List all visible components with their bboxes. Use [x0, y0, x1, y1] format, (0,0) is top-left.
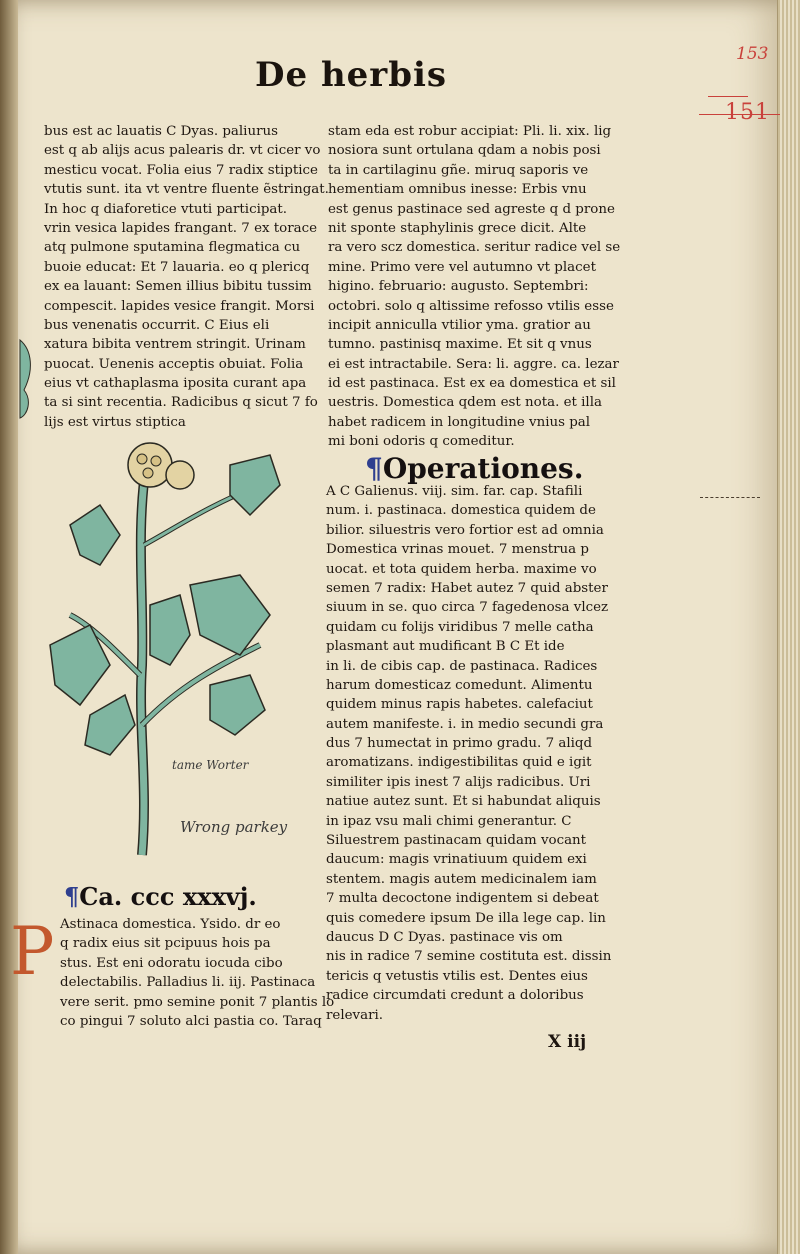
operationes-heading-text: Operationes. [382, 452, 584, 485]
text-line: octobri. solo q altissime refosso vtilis esse [328, 298, 614, 314]
text-line: q radix eius sit pcipuus hois pa [60, 936, 271, 952]
handwritten-annotation-2: Wrong parkey [180, 818, 288, 836]
text-line: vrin vesica lapides frangant. 7 ex torace [44, 220, 318, 236]
text-line: hementiam omnibus inesse: Erbis vnu [328, 182, 587, 198]
text-line: 7 multa decoctone indigentem si debeat [326, 891, 599, 907]
margin-leaf-illustration [18, 330, 40, 420]
text-line: mi boni odoris q comeditur. [328, 434, 515, 450]
text-line: ta si sint recentia. Radicibus q sicut 7 fo [44, 395, 318, 411]
text-line: relevari. [326, 1007, 384, 1023]
text-line: mine. Primo vere vel autumno vt placet [328, 259, 596, 275]
text-line: ta in cartilaginu gñe. miruq saporis ve [328, 162, 589, 178]
text-line: daucus D C Dyas. pastinace vis om [326, 929, 563, 945]
text-line: est q ab alijs acus palearis dr. vt cicer vo [44, 143, 321, 159]
binding-gutter [0, 0, 18, 1254]
text-line: stus. Est eni odoratu iocuda cibo [60, 955, 283, 971]
text-line: num. i. pastinaca. domestica quidem de [326, 503, 596, 519]
text-line: plasmant aut mudificant B C Et ide [326, 639, 565, 655]
text-line: quis comedere ipsum De illa lege cap. lin [326, 910, 606, 926]
left-column-top-text [44, 122, 329, 432]
right-column-top-text [328, 122, 628, 452]
text-line: buoie educat: Et 7 lauaria. eo q plericq [44, 259, 310, 275]
text-line: eius vt cathaplasma iposita curant apa [44, 376, 307, 392]
text-line: siuum in se. quo circa 7 fagedenosa vlcez [326, 600, 609, 616]
text-line: puocat. Uenenis acceptis obuiat. Folia [44, 356, 304, 372]
text-line: quidem minus rapis habetes. calefaciut [326, 697, 593, 713]
text-line: incipit anniculla vtilior yma. gratior au [328, 317, 591, 333]
text-line: compescit. lapides vesice frangit. Morsi [44, 298, 315, 314]
text-line: ei est intractabile. Sera: li. aggre. ca. lezar [328, 356, 619, 372]
text-line: dus 7 humectat in primo gradu. 7 aliqd [326, 736, 593, 752]
left-column-bottom-text [60, 915, 335, 1031]
text-line: Domestica vrinas mouet. 7 menstrua p [326, 542, 589, 558]
text-line: aromatizans. indigestibilitas quid e igit [326, 755, 592, 771]
text-line: nis in radice 7 semine costituta est. dissin [326, 949, 612, 965]
text-line: Astinaca domestica. Ysido. dr eo [60, 917, 281, 932]
rule-mark [708, 96, 748, 97]
text-line: autem manifeste. i. in medio secundi gra [326, 716, 604, 732]
text-line: stentem. magis autem medicinalem iam [326, 871, 597, 887]
text-line: bilior. siluestris vero fortior est ad omnia [326, 522, 604, 538]
text-line: nosiora sunt ortulana qdam a nobis posi [328, 143, 601, 159]
text-line: lijs est virtus stiptica [44, 414, 186, 430]
margin-dash-mark [700, 497, 760, 498]
text-line: harum domesticaz comedunt. Alimentu [326, 677, 593, 693]
running-header: De herbis [255, 55, 448, 95]
text-line: est genus pastinace sed agreste q d prone [328, 201, 615, 217]
operationes-heading [365, 452, 583, 485]
text-line: bus venenatis occurrit. C Eius eli [44, 317, 270, 333]
signature-mark: X iij [548, 1032, 587, 1052]
text-line: similiter ipis inest 7 alijs radicibus. Uri [326, 774, 591, 790]
text-line: Siluestrem pastinacam quidam vocant [326, 833, 587, 849]
page-number: 151 [725, 100, 770, 125]
right-column-operations-text [326, 482, 626, 1025]
text-line: higino. februario: augusto. Septembri: [328, 279, 589, 295]
text-line: radice circumdati credunt a doloribus [326, 988, 584, 1004]
text-line: tumno. pastinisq maxime. Et sit q vnus [328, 337, 592, 353]
text-line: atq pulmone sputamina flegmatica cu [44, 240, 301, 256]
paragraph-mark-icon: ¶ [64, 882, 80, 911]
chapter-heading-text: Ca. ccc xxxvj. [79, 882, 257, 911]
text-line: mesticu vocat. Folia eius 7 radix stiptice [44, 162, 318, 178]
text-line: delectabilis. Palladius li. iij. Pastinaca [60, 975, 316, 991]
plant-illustration [30, 425, 300, 875]
text-line: natiue autez sunt. Et si habundat aliquis [326, 794, 601, 810]
text-line: in ipaz vsu mali chimi generantur. C [326, 813, 572, 829]
text-line: A C Galienus. viij. sim. far. cap. Stafili [326, 484, 583, 499]
text-line: nit sponte staphylinis grece dicit. Alte [328, 220, 587, 236]
text-line: In hoc q diaforetice vtuti participat. [44, 201, 288, 217]
paragraph-mark-icon: ¶ [365, 452, 383, 485]
text-line: semen 7 radix: Habet autez 7 quid abster [326, 580, 608, 596]
text-line: vere serit. pmo semine ponit 7 plantis lo [60, 994, 335, 1010]
text-line: id est pastinaca. Est ex ea domestica et sil [328, 376, 616, 392]
text-line: ex ea lauant: Semen illius bibitu tussim [44, 279, 312, 295]
page-fore-edge [777, 0, 800, 1254]
text-line: co pingui 7 soluto alci pastia co. Taraq [60, 1013, 322, 1029]
chapter-heading [64, 882, 257, 911]
folio-number: 153 [736, 44, 769, 64]
handwritten-annotation-1: tame Worter [172, 758, 249, 772]
decorated-initial: P [10, 913, 55, 990]
text-line: daucum: magis vrinatiuum quidem exi [326, 852, 587, 868]
text-line: bus est ac lauatis C Dyas. paliurus [44, 124, 278, 139]
text-line: in li. de cibis cap. de pastinaca. Radices [326, 658, 598, 674]
text-line: quidam cu folijs viridibus 7 melle catha [326, 619, 594, 635]
text-line: vtutis sunt. ita vt ventre fluente ẽstringat. [44, 182, 329, 198]
text-line: tericis q vetustis vtilis est. Dentes eius [326, 968, 588, 984]
text-line: uestris. Domestica qdem est nota. et illa [328, 395, 602, 411]
text-line: uocat. et tota quidem herba. maxime vo [326, 561, 597, 577]
text-line: habet radicem in longitudine vnius pal [328, 414, 591, 430]
text-line: xatura bibita ventrem stringit. Urinam [44, 337, 306, 353]
text-line: stam eda est robur accipiat: Pli. li. xix. lig [328, 124, 612, 139]
text-line: ra vero scz domestica. seritur radice vel se [328, 240, 621, 256]
